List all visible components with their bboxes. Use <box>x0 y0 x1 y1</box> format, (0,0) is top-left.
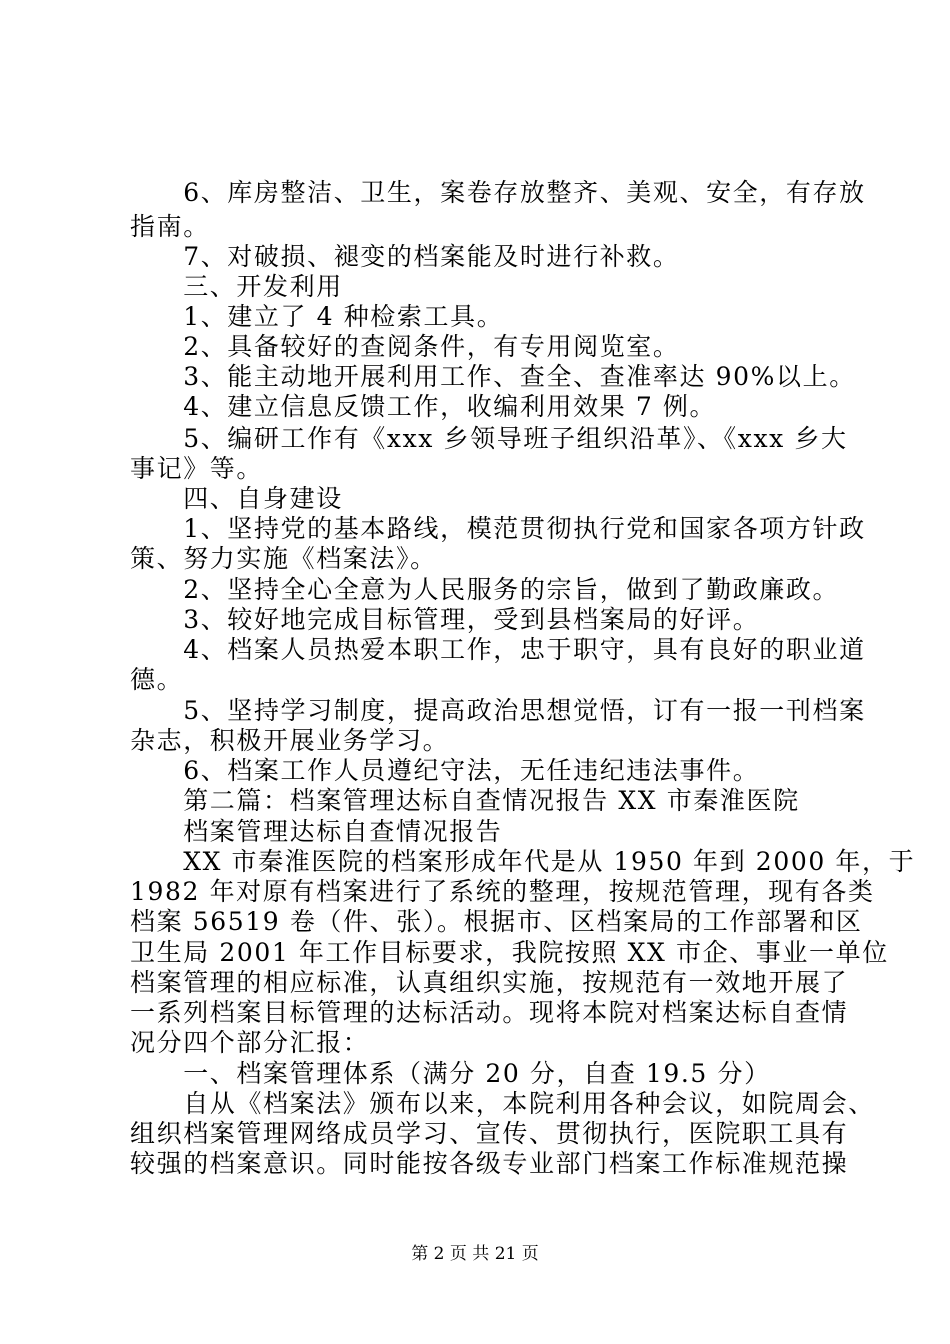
page-footer: 第 2 页 共 21 页 <box>411 1244 539 1264</box>
text-line: XX 市秦淮医院的档案形成年代是从 1950 年到 2000 年，于 <box>130 847 916 876</box>
section-heading: 三、开发利用 <box>130 272 343 301</box>
text-line: 卫生局 2001 年工作目标要求，我院按照 XX 市企、事业一单位 <box>130 938 889 967</box>
report-title: 档案管理达标自查情况报告 <box>130 817 503 846</box>
text-line: 5、编研工作有《xxx 乡领导班子组织沿革》、《xxx 乡大 <box>130 424 848 453</box>
text-line: 1982 年对原有档案进行了系统的整理，按规范管理，现有各类 <box>130 877 875 906</box>
text-line: 4、建立信息反馈工作，收编利用效果 7 例。 <box>130 392 717 421</box>
text-line: 事记》等。 <box>130 454 264 483</box>
article-title: 第二篇：档案管理达标自查情况报告 XX 市秦淮医院 <box>130 786 800 815</box>
text-line: 较强的档案意识。同时能按各级专业部门档案工作标准规范操 <box>130 1149 849 1178</box>
text-line: 一系列档案目标管理的达标活动。现将本院对档案达标自查情 <box>130 998 849 1027</box>
text-line: 德。 <box>130 665 184 694</box>
text-line: 策、努力实施《档案法》。 <box>130 544 437 573</box>
text-line: 自从《档案法》颁布以来，本院利用各种会议，如院周会、 <box>130 1089 875 1118</box>
text-line: 6、档案工作人员遵纪守法，无任违纪违法事件。 <box>130 756 760 785</box>
text-line: 3、能主动地开展利用工作、查全、查准率达 90%以上。 <box>130 362 856 391</box>
text-line: 档案 56519 卷（件、张）。根据市、区档案局的工作部署和区 <box>130 907 863 936</box>
text-line: 组织档案管理网络成员学习、宣传、贯彻执行，医院职工具有 <box>130 1119 849 1148</box>
text-line: 档案管理的相应标准，认真组织实施，按规范有一效地开展了 <box>130 968 849 997</box>
text-line: 2、坚持全心全意为人民服务的宗旨，做到了勤政廉政。 <box>130 575 840 604</box>
text-line: 1、坚持党的基本路线，模范贯彻执行党和国家各项方针政 <box>130 514 866 543</box>
text-line: 指南。 <box>130 212 210 241</box>
section-heading: 四、自身建设 <box>130 484 343 513</box>
text-line: 杂志，积极开展业务学习。 <box>130 726 450 755</box>
section-heading: 一、档案管理体系（满分 20 分，自查 19.5 分） <box>130 1059 771 1088</box>
text-line: 3、较好地完成目标管理，受到县档案局的好评。 <box>130 605 760 634</box>
text-line: 1、建立了 4 种检索工具。 <box>130 302 504 331</box>
text-line: 况分四个部分汇报： <box>130 1028 370 1057</box>
text-line: 4、档案人员热爱本职工作，忠于职守，具有良好的职业道 <box>130 635 866 664</box>
text-line: 5、坚持学习制度，提高政治思想觉悟，订有一报一刊档案 <box>130 696 866 725</box>
text-line: 7、对破损、褪变的档案能及时进行补救。 <box>130 242 680 271</box>
text-line: 6、库房整洁、卫生，案卷存放整齐、美观、安全，有存放 <box>130 178 866 207</box>
text-line: 2、具备较好的查阅条件，有专用阅览室。 <box>130 332 680 361</box>
